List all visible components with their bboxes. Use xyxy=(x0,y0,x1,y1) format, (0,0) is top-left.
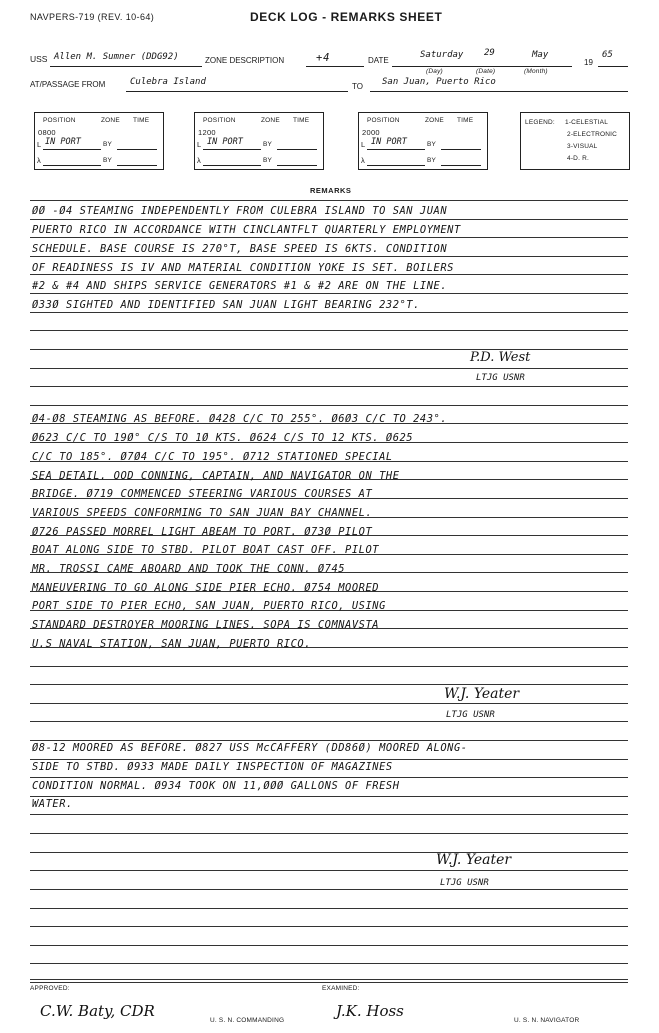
zone-description-label: ZONE DESCRIPTION xyxy=(205,56,285,65)
watch-officer-signature: P.D. West xyxy=(470,350,531,365)
ruled-line xyxy=(30,200,628,201)
time-label: TIME xyxy=(293,117,310,124)
month-caption: (Month) xyxy=(524,68,548,75)
log-line: MANEUVERING TO GO ALONG SIDE PIER ECHO. Ø754 MOORED xyxy=(32,582,380,594)
line-value[interactable]: IN PORT xyxy=(371,137,407,147)
zone-label: ZONE xyxy=(261,117,280,124)
log-line: CONDITION NORMAL. Ø934 TOOK ON 11,ØØØ GALLONS OF FRESH xyxy=(32,780,400,792)
examined-signature: J.K. Hoss xyxy=(336,1002,404,1020)
ruled-line xyxy=(30,703,628,704)
position-label: POSITION xyxy=(43,117,76,124)
line-value[interactable]: IN PORT xyxy=(45,137,81,147)
ruled-line xyxy=(30,945,628,946)
by-label: BY xyxy=(263,141,273,148)
ruled-line xyxy=(30,256,628,257)
log-line: Ø33Ø SIGHTED AND IDENTIFIED SAN JUAN LIGHT BEARING 232°T. xyxy=(32,299,420,311)
ruled-line xyxy=(30,368,628,369)
log-line: Ø8-12 MOORED AS BEFORE. Ø827 USS McCAFFERY (DD86Ø) MOORED ALONG- xyxy=(32,742,468,754)
position-label: POSITION xyxy=(203,117,236,124)
legend-item: 3-VISUAL xyxy=(567,143,598,150)
day-field[interactable]: Saturday xyxy=(420,50,464,60)
year-field[interactable]: 65 xyxy=(602,50,613,60)
log-line: Ø623 C/C TO 19Ø° C/S TO 1Ø KTS. Ø624 C/S TO 12 KTS. Ø625 xyxy=(32,432,414,444)
approved-signature: C.W. Baty, CDR xyxy=(40,1002,155,1020)
log-line: U.S NAVAL STATION, SAN JUAN, PUERTO RICO. xyxy=(32,638,312,650)
log-line: OF READINESS IS IV AND MATERIAL CONDITION YOKE IS SET. BOILERS xyxy=(32,262,454,274)
commanding-label: U. S. N. COMMANDING xyxy=(210,1017,285,1024)
ship-name-field[interactable]: Allen M. Sumner (DDG92) xyxy=(54,52,179,62)
ruled-line xyxy=(30,852,628,853)
date-label: DATE xyxy=(368,56,389,65)
legend-item: 4-D. R. xyxy=(567,155,589,162)
legend-item: 1-CELESTIAL xyxy=(565,119,609,126)
ruled-line xyxy=(30,926,628,927)
passage-from-field[interactable]: Culebra Island xyxy=(130,77,206,87)
line-value[interactable]: IN PORT xyxy=(207,137,243,147)
log-line: MR. TROSSI CAME ABOARD AND TOOK THE CONN. Ø745 xyxy=(32,563,346,575)
year-prefix: 19 xyxy=(584,58,593,67)
ruled-line xyxy=(30,405,628,406)
uss-label: USS xyxy=(30,54,48,64)
ruled-line xyxy=(30,312,628,313)
ruled-line xyxy=(30,908,628,909)
ruled-line xyxy=(30,684,628,685)
zone-label: ZONE xyxy=(101,117,120,124)
approved-label: APPROVED: xyxy=(30,985,70,992)
ruled-line xyxy=(30,237,628,238)
ruled-line xyxy=(30,293,628,294)
legend-item: 2-ELECTRONIC xyxy=(567,131,618,138)
ruled-line xyxy=(30,330,628,331)
form-title: DECK LOG - REMARKS SHEET xyxy=(250,10,443,24)
watch-officer-rank: LTJG USNR xyxy=(446,710,495,720)
log-line: VARIOUS SPEEDS CONFORMING TO SAN JUAN BAY CHANNEL. xyxy=(32,507,373,519)
ruled-line xyxy=(30,814,628,815)
log-line: BRIDGE. Ø719 COMMENCED STEERING VARIOUS COURSES AT xyxy=(32,488,373,500)
time-label: TIME xyxy=(457,117,474,124)
ruled-line xyxy=(30,870,628,871)
remarks-label: REMARKS xyxy=(310,186,352,195)
log-line: #2 & #4 AND SHIPS SERVICE GENERATORS #1 & #2 ARE ON THE LINE. xyxy=(32,280,448,292)
ruled-line xyxy=(30,740,628,741)
date-caption: (Date) xyxy=(476,68,496,75)
watch-officer-signature: W.J. Yeater xyxy=(444,686,520,702)
time-label: TIME xyxy=(133,117,150,124)
position-label: POSITION xyxy=(367,117,400,124)
legend-label: LEGEND: xyxy=(525,119,555,126)
ruled-line xyxy=(30,219,628,220)
passage-to-field[interactable]: San Juan, Puerto Rico xyxy=(382,77,496,87)
form-id: NAVPERS-719 (REV. 10-64) xyxy=(30,12,155,22)
log-line: WATER. xyxy=(32,798,73,810)
examined-label: EXAMINED: xyxy=(322,985,360,992)
passage-to-label: TO xyxy=(352,82,363,91)
watch-officer-rank: LTJG USNR xyxy=(476,373,525,383)
position-box-2000: POSITION ZONE TIME 2000 L IN PORT BY λ BY xyxy=(358,112,488,170)
log-line: STANDARD DESTROYER MOORING LINES. SOPA IS COMNAVSTA xyxy=(32,619,380,631)
legend-box xyxy=(520,112,630,170)
ruled-line xyxy=(30,721,628,722)
watch-officer-signature: W.J. Yeater xyxy=(436,852,512,868)
log-line: SCHEDULE. BASE COURSE IS 270°T, BASE SPEED IS 6KTS. CONDITION xyxy=(32,243,448,255)
ruled-line xyxy=(30,833,628,834)
ruled-line xyxy=(30,963,628,964)
ruled-line xyxy=(30,386,628,387)
ruled-line xyxy=(30,777,628,778)
by-label: BY xyxy=(427,141,437,148)
position-box-1200: POSITION ZONE TIME 1200 L IN PORT BY λ BY xyxy=(194,112,324,170)
navigator-label: U. S. N. NAVIGATOR xyxy=(514,1017,580,1024)
log-line: SEA DETAIL. OOD CONNING, CAPTAIN, AND NAVIGATOR ON THE xyxy=(32,470,400,482)
watch-officer-rank: LTJG USNR xyxy=(440,878,489,888)
passage-label: AT/PASSAGE FROM xyxy=(30,80,106,89)
ruled-line xyxy=(30,796,628,797)
date-field[interactable]: 29 xyxy=(484,48,495,58)
zone-description-field[interactable]: +4 xyxy=(316,52,331,64)
by-label: BY xyxy=(103,141,113,148)
ruled-line xyxy=(30,889,628,890)
log-line: SIDE TO STBD. Ø933 MADE DAILY INSPECTION OF MAGAZINES xyxy=(32,761,393,773)
log-line: PUERTO RICO IN ACCORDANCE WITH CINCLANTFLT QUARTERLY EMPLOYMENT xyxy=(32,224,461,236)
time-value: 2000 xyxy=(362,128,380,137)
time-value: 1200 xyxy=(198,128,216,137)
ruled-line xyxy=(30,759,628,760)
log-line: Ø4-Ø8 STEAMING AS BEFORE. Ø428 C/C TO 255°. Ø6Ø3 C/C TO 243°. xyxy=(32,413,448,425)
ruled-line xyxy=(30,349,628,350)
ruled-line xyxy=(30,666,628,667)
zone-label: ZONE xyxy=(425,117,444,124)
ruled-line xyxy=(30,274,628,275)
log-line: PORT SIDE TO PIER ECHO, SAN JUAN, PUERTO RICO, USING xyxy=(32,600,386,612)
log-line: ØØ -Ø4 STEAMING INDEPENDENTLY FROM CULEBRA ISLAND TO SAN JUAN xyxy=(32,205,448,217)
month-field[interactable]: May xyxy=(532,50,549,60)
log-line: C/C TO 185°. Ø7Ø4 C/C TO 195°. Ø712 STATIONED SPECIAL xyxy=(32,451,393,463)
log-line: BOAT ALONG SIDE TO STBD. PILOT BOAT CAST OFF. PILOT xyxy=(32,544,380,556)
position-box-0800: POSITION ZONE TIME 0800 L IN PORT BY λ BY xyxy=(34,112,164,170)
log-line: Ø726 PASSED MORREL LIGHT ABEAM TO PORT. Ø73Ø PILOT xyxy=(32,526,373,538)
time-value: 0800 xyxy=(38,128,56,137)
day-caption: (Day) xyxy=(426,68,443,75)
